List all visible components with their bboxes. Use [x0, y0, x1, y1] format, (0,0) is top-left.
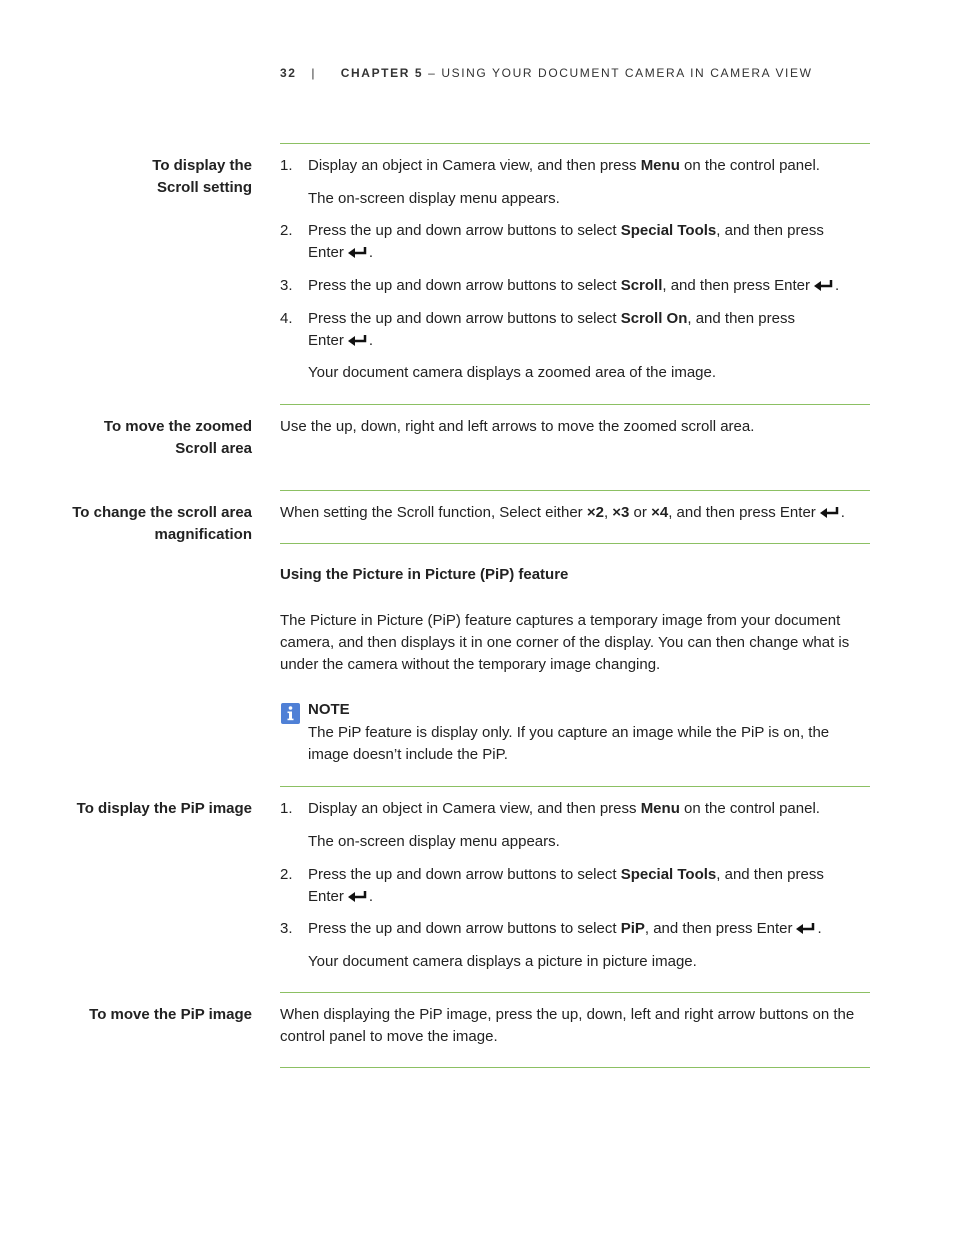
- step-item: 3. Press the up and down arrow buttons to select Scroll, and then press Enter .: [280, 275, 870, 297]
- step-text: , and then press Enter: [662, 277, 810, 294]
- step-result: [280, 188, 870, 210]
- step-number: 1.: [280, 157, 293, 174]
- body-move-pip: [280, 1004, 870, 1048]
- step-result: [280, 362, 870, 384]
- body-text-part: ,: [603, 504, 613, 521]
- step-result: [280, 831, 870, 853]
- step-bold: PiP: [620, 920, 645, 937]
- step-text: Enter: [308, 332, 344, 349]
- step-number: 1.: [280, 800, 293, 817]
- side-heading-move-zoomed: [40, 416, 252, 460]
- heading-line: To move the zoomed: [103, 418, 252, 435]
- magnification-x3: ×3: [612, 504, 630, 521]
- page-header: [280, 66, 813, 80]
- step-bold: Special Tools: [620, 222, 717, 239]
- heading-line: To display the PiP image: [76, 800, 252, 817]
- step-number: 4.: [280, 310, 293, 327]
- step-number: 3.: [280, 277, 293, 294]
- step-text: Display an object in Camera view, and then press: [308, 800, 641, 817]
- step-number: 2.: [280, 866, 293, 883]
- divider: [280, 786, 870, 787]
- step-bold: Menu: [640, 800, 680, 817]
- side-heading-change-magnification: [40, 502, 252, 546]
- heading-line: To change the scroll area: [72, 504, 252, 521]
- step-text: on the control panel.: [679, 157, 820, 174]
- divider: [280, 1067, 870, 1068]
- step-bold: Special Tools: [620, 866, 717, 883]
- heading-line: To display the: [152, 157, 252, 174]
- enter-key-icon: [795, 922, 817, 935]
- step-text: Press the up and down arrow buttons to select: [308, 222, 621, 239]
- enter-key-icon: [347, 246, 369, 259]
- side-heading-display-pip: [40, 798, 252, 820]
- step-bold: Menu: [640, 157, 680, 174]
- step-item: 4. Press the up and down arrow buttons to select Scroll On, and then press Enter .: [280, 310, 795, 349]
- body-text-part: or: [629, 504, 652, 521]
- step-bold: Scroll: [620, 277, 663, 294]
- step-text: Press the up and down arrow buttons to select: [308, 866, 621, 883]
- divider: [280, 992, 870, 993]
- subheading-pip: Using the Picture in Picture (PiP) feature: [280, 566, 569, 583]
- step-block: [280, 220, 870, 264]
- body-text: When setting the Scroll function, Select either ×2, ×3 or ×4, and then press Enter .: [280, 504, 845, 521]
- step-text: Press the up and down arrow buttons to select: [308, 310, 621, 327]
- step-result: [280, 951, 870, 973]
- body-text-part: , and then press Enter: [668, 504, 816, 521]
- chapter-label: CHAPTER 5: [340, 66, 424, 80]
- body-move-zoomed: [280, 416, 870, 438]
- result-text: Your document camera displays a picture in picture image.: [308, 953, 697, 970]
- enter-key-icon: [347, 890, 369, 903]
- step-text: , and then press: [716, 866, 824, 883]
- step-text: Press the up and down arrow buttons to select: [308, 920, 621, 937]
- step-item: [280, 155, 870, 177]
- body-text: When displaying the PiP image, press the up, down, left and right arrow buttons on the control panel to move the image.: [280, 1006, 855, 1045]
- body-text: The Picture in Picture (PiP) feature captures a temporary image from your document camera, and then displays it in one corner of the display. You can then change what is under the camera without the temporary image changing.: [280, 612, 850, 673]
- step-item: 2. Press the up and down arrow buttons to select Special Tools, and then press Enter .: [280, 866, 824, 905]
- step-item: 3. Press the up and down arrow buttons to select PiP, and then press Enter .: [280, 918, 870, 940]
- divider: [280, 490, 870, 491]
- step-text: , and then press: [716, 222, 824, 239]
- enter-key-icon: [347, 334, 369, 347]
- step-number: 2.: [280, 222, 293, 239]
- magnification-x4: ×4: [651, 504, 669, 521]
- step-text: Enter: [308, 244, 344, 261]
- step-block: [280, 275, 870, 297]
- side-heading-display-scroll: [40, 155, 252, 199]
- step-number: 3.: [280, 920, 293, 937]
- steps-display-scroll: [280, 155, 870, 177]
- step-text: Press the up and down arrow buttons to select: [308, 277, 621, 294]
- step-bold: Scroll On: [620, 310, 688, 327]
- step-block: [280, 918, 870, 940]
- enter-key-icon: [819, 506, 841, 519]
- info-icon: [281, 703, 300, 724]
- step-block: [280, 798, 870, 820]
- heading-line: Scroll area: [175, 440, 252, 457]
- step-text: , and then press Enter: [644, 920, 793, 937]
- side-heading-move-pip: [40, 1004, 252, 1026]
- result-text: The on-screen display menu appears.: [308, 190, 560, 207]
- step-text: , and then press: [687, 310, 795, 327]
- body-text: Use the up, down, right and left arrows to move the zoomed scroll area.: [280, 418, 755, 435]
- heading-line: magnification: [154, 526, 252, 543]
- heading-line: To move the PiP image: [89, 1006, 252, 1023]
- step-item: [280, 798, 870, 820]
- header-separator: |: [311, 66, 317, 80]
- step-text: on the control panel.: [679, 800, 820, 817]
- body-change-magnification: [280, 502, 870, 524]
- body-text-part: When setting the Scroll function, Select either: [280, 504, 587, 521]
- step-block: [280, 864, 870, 908]
- heading-line: Scroll setting: [156, 179, 252, 196]
- result-text: Your document camera displays a zoomed area of the image.: [308, 364, 717, 381]
- result-text: The on-screen display menu appears.: [308, 833, 560, 850]
- step-block: [280, 308, 870, 352]
- divider: [280, 543, 870, 544]
- page-number: 32: [280, 66, 297, 80]
- note-title: NOTE: [308, 701, 350, 718]
- magnification-x2: ×2: [586, 504, 604, 521]
- divider: [280, 143, 870, 144]
- enter-key-icon: [813, 279, 835, 292]
- chapter-title: – USING YOUR DOCUMENT CAMERA IN CAMERA VIEW: [423, 66, 813, 80]
- note-text: The PiP feature is display only. If you capture an image while the PiP is on, the image doesn’t include the PiP.: [308, 724, 830, 763]
- divider: [280, 404, 870, 405]
- step-text: Display an object in Camera view, and then press: [308, 157, 641, 174]
- step-item: 2. Press the up and down arrow buttons to select Special Tools, and then press Enter .: [280, 222, 824, 261]
- step-text: Enter: [308, 888, 344, 905]
- body-pip-intro: [280, 610, 870, 676]
